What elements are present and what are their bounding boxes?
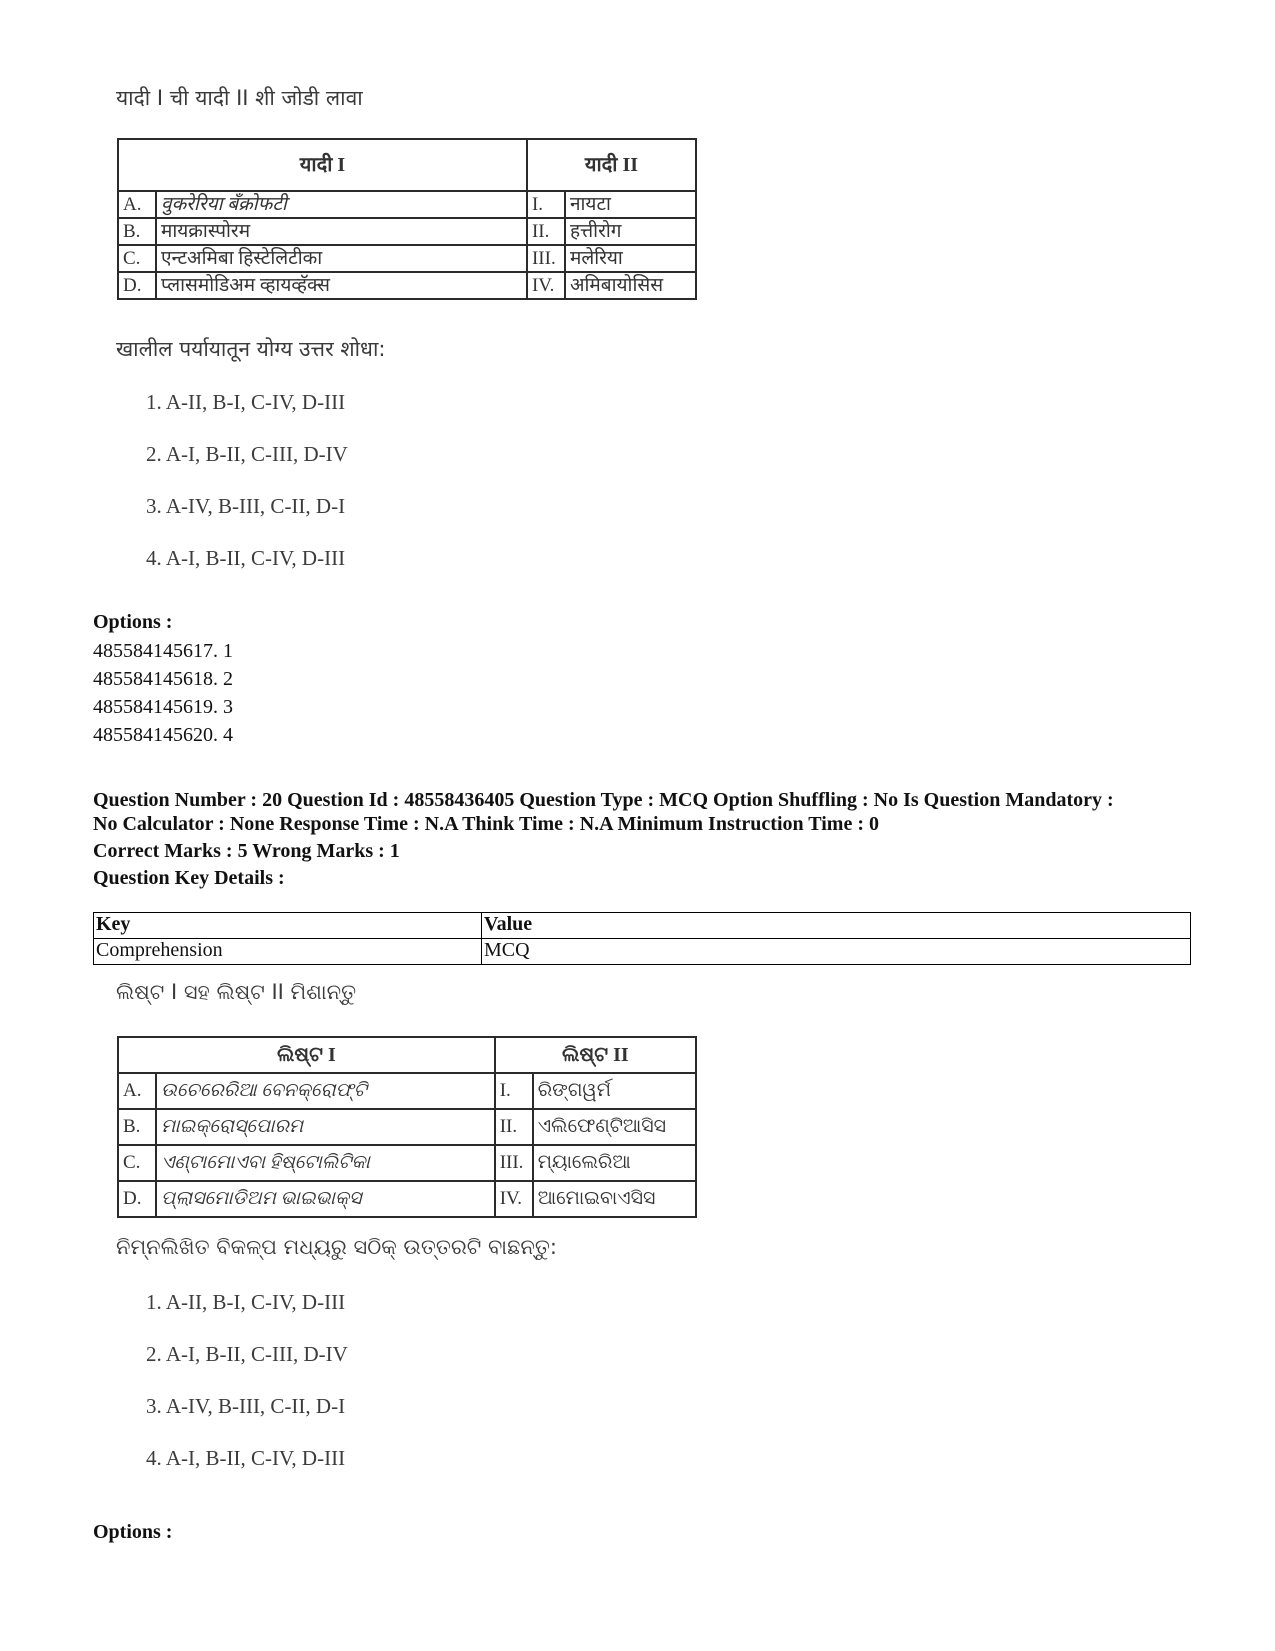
list2-item: अमिबायोसिस bbox=[565, 272, 696, 299]
table-row bbox=[118, 1073, 696, 1109]
table-row bbox=[118, 1109, 696, 1145]
row-label: I. bbox=[527, 191, 565, 218]
option-item: 485584145618. 2 bbox=[93, 668, 233, 690]
list2-item: हत्तीरोग bbox=[565, 218, 696, 245]
q19-choice-4: 4. A-I, B-II, C-IV, D-III bbox=[146, 546, 346, 570]
row-label: B. bbox=[118, 1109, 156, 1145]
option-item: 485584145619. 3 bbox=[93, 696, 233, 718]
q19-header-left: यादी I bbox=[118, 139, 527, 191]
option-item: 485584145620. 4 bbox=[93, 724, 233, 746]
row-label: A. bbox=[118, 1073, 156, 1109]
row-label: A. bbox=[118, 191, 156, 218]
row-label: I. bbox=[495, 1073, 533, 1109]
q20-header-left: ଲିଷ୍ଟ I bbox=[118, 1037, 495, 1073]
value-header: Value bbox=[482, 913, 1191, 939]
table-row bbox=[118, 218, 696, 245]
q20-choice-3: 3. A-IV, B-III, C-II, D-I bbox=[146, 1394, 346, 1418]
q20-choice-2: 2. A-I, B-II, C-III, D-IV bbox=[146, 1342, 348, 1366]
key-cell: Comprehension bbox=[94, 939, 482, 965]
row-label: B. bbox=[118, 218, 156, 245]
table-row bbox=[94, 939, 1191, 965]
table-row bbox=[118, 1145, 696, 1181]
list1-item: मायक्रास्पोरम bbox=[156, 218, 527, 245]
list2-item: मलेरिया bbox=[565, 245, 696, 272]
q20-options-heading: Options : bbox=[93, 1521, 173, 1543]
row-label: II. bbox=[527, 218, 565, 245]
value-cell: MCQ bbox=[482, 939, 1191, 965]
q20-instruction: ଲିଷ୍ଟ I ସହ ଲିଷ୍ଟ II ମିଶାନ୍ତୁ bbox=[116, 980, 357, 1004]
key-header: Key bbox=[94, 913, 482, 939]
q19-options-heading: Options : bbox=[93, 611, 173, 633]
list2-item: ରିଙ୍ଗୱର୍ମ bbox=[533, 1073, 696, 1109]
q19-choice-3: 3. A-IV, B-III, C-II, D-I bbox=[146, 494, 346, 518]
table-row bbox=[118, 272, 696, 299]
q20-key-details-heading: Question Key Details : bbox=[93, 867, 285, 889]
table-row bbox=[94, 913, 1191, 939]
list1-item: एन्टअमिबा हिस्टेलिटीका bbox=[156, 245, 527, 272]
q20-header-right: ଲିଷ୍ଟ II bbox=[495, 1037, 696, 1073]
row-label: III. bbox=[527, 245, 565, 272]
row-label: D. bbox=[118, 1181, 156, 1217]
row-label: C. bbox=[118, 1145, 156, 1181]
list1-item: ଏଣ୍ଟାମୋଏବା ହିଷ୍ଟୋଲିଟିକା bbox=[156, 1145, 495, 1181]
list1-item: प्लासमोडिअम व्हायव्हॅक्स bbox=[156, 272, 527, 299]
list1-item: ପ୍ଲାସମୋଡିଅମ ଭାଇଭାକ୍ସ bbox=[156, 1181, 495, 1217]
q19-match-table bbox=[117, 138, 697, 300]
option-item: 485584145617. 1 bbox=[93, 640, 233, 662]
table-row bbox=[118, 245, 696, 272]
q20-marks: Correct Marks : 5 Wrong Marks : 1 bbox=[93, 840, 400, 862]
row-label: IV. bbox=[495, 1181, 533, 1217]
q19-choice-1: 1. A-II, B-I, C-IV, D-III bbox=[146, 390, 346, 414]
q19-header-right: यादी II bbox=[527, 139, 696, 191]
list2-item: ମ୍ୟାଲେରିଆ bbox=[533, 1145, 696, 1181]
q20-meta-line1: Question Number : 20 Question Id : 48558436405 Question Type : MCQ Option Shuffling : No Is Question Mandatory : bbox=[93, 789, 1114, 811]
row-label: C. bbox=[118, 245, 156, 272]
list2-item: नायटा bbox=[565, 191, 696, 218]
row-label: D. bbox=[118, 272, 156, 299]
q20-prompt: ନିମ୍ନଲିଖିତ ବିକଳ୍ପ ମଧ୍ୟରୁ ସଠିକ୍ ଉତ୍ତରଟି ବାଛନ୍ତୁ: bbox=[116, 1235, 557, 1259]
table-row bbox=[118, 191, 696, 218]
q19-instruction: यादी I ची यादी II शी जोडी लावा bbox=[116, 86, 363, 110]
list1-item: ଉଚେରେରିଆ ବେନକ୍ରୋଫ୍ଟି bbox=[156, 1073, 495, 1109]
q19-prompt: खालील पर्यायातून योग्य उत्तर शोधा: bbox=[116, 337, 386, 361]
q19-choice-2: 2. A-I, B-II, C-III, D-IV bbox=[146, 442, 348, 466]
row-label: II. bbox=[495, 1109, 533, 1145]
q20-meta-line2: No Calculator : None Response Time : N.A Think Time : N.A Minimum Instruction Time : 0 bbox=[93, 813, 879, 835]
list1-item: ମାଇକ୍ରୋସ୍ପୋରମ bbox=[156, 1109, 495, 1145]
q20-key-table bbox=[93, 912, 1191, 965]
row-label: III. bbox=[495, 1145, 533, 1181]
table-row bbox=[118, 1181, 696, 1217]
list1-item: वुकरेरिया बॅंक्रोफटी bbox=[156, 191, 527, 218]
q20-choice-1: 1. A-II, B-I, C-IV, D-III bbox=[146, 1290, 346, 1314]
q20-choice-4: 4. A-I, B-II, C-IV, D-III bbox=[146, 1446, 346, 1470]
row-label: IV. bbox=[527, 272, 565, 299]
q20-match-table bbox=[117, 1036, 697, 1218]
list2-item: ଆମୋଇବାଏସିସ bbox=[533, 1181, 696, 1217]
list2-item: ଏଲିଫେଣ୍ଟିଆସିସ bbox=[533, 1109, 696, 1145]
